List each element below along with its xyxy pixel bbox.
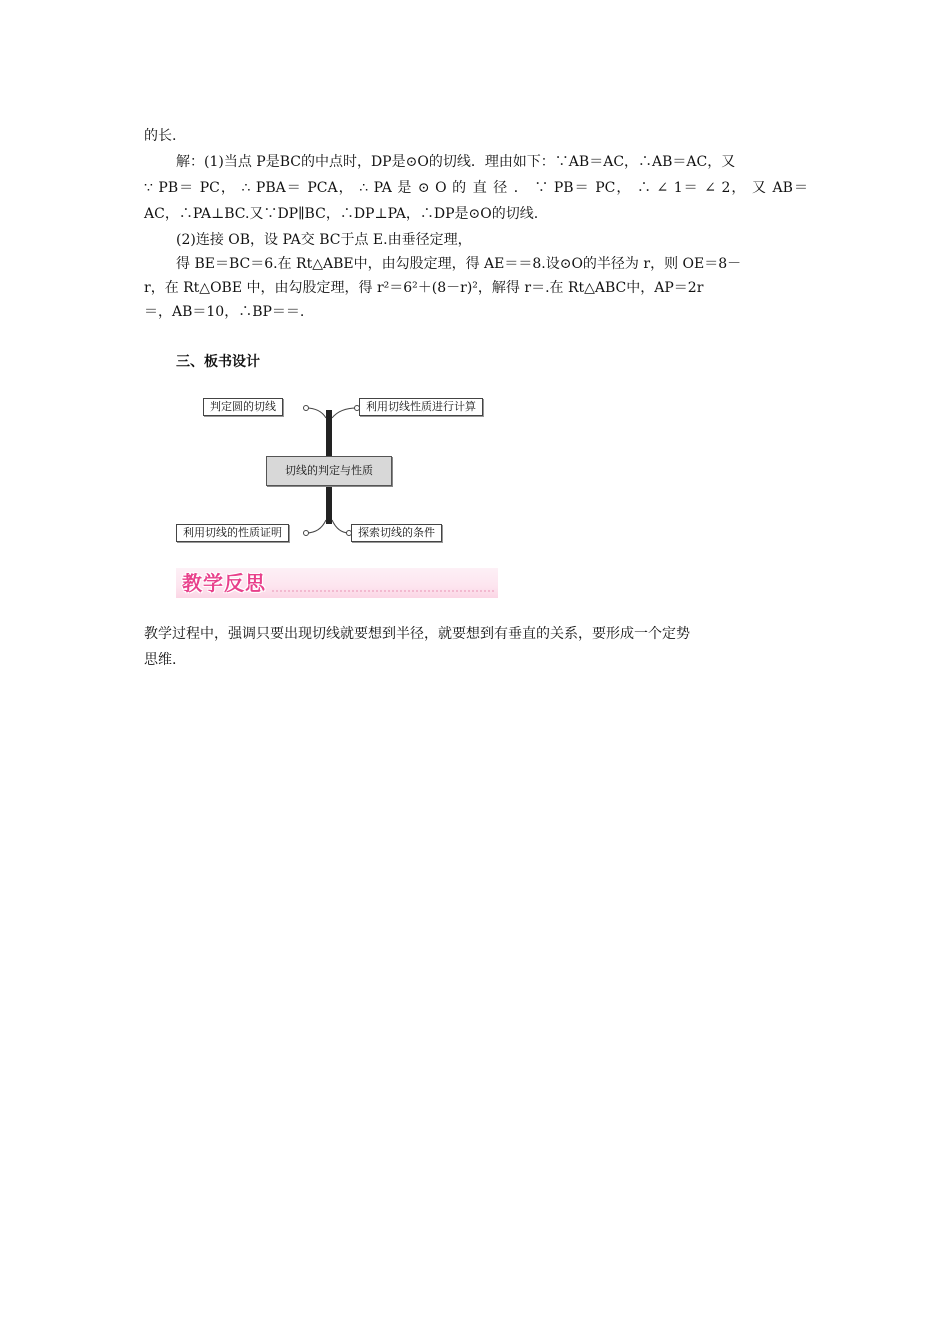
mindmap-node-top-right: 利用切线性质进行计算 bbox=[359, 398, 483, 416]
mindmap-node-bottom-left: 利用切线的性质证明 bbox=[176, 524, 289, 542]
solution-line-4: (2)连接 OB，设 PA交 BC于点 E.由垂径定理， bbox=[176, 232, 472, 248]
reflection-line-2: 思维. bbox=[144, 652, 177, 668]
reflection-banner bbox=[176, 568, 498, 598]
mindmap-center-node: 切线的判定与性质 bbox=[266, 456, 392, 486]
solution-line-6: r，在 Rt△OBE 中，由勾股定理，得 r²＝6²＋(8－r)²，解得 r＝.在 Rt△ABC中，AP＝2r bbox=[144, 280, 704, 296]
solution-line-2: ∵ PB＝ PC， ∴ PBA＝ PCA， ∴ PA 是 ⊙ O 的 直 径 ． ∵ PB＝ PC， ∴ ∠ 1＝ ∠ 2， 又 AB＝ bbox=[144, 180, 808, 196]
text-line-0: 的长. bbox=[144, 128, 177, 144]
solution-line-3: AC，∴PA⊥BC.又∵DP∥BC，∴DP⊥PA，∴DP是⊙O的切线. bbox=[144, 206, 539, 222]
reflection-title: 教学反思 bbox=[182, 571, 266, 595]
solution-line-1: 解：(1)当点 P是BC的中点时，DP是⊙O的切线．理由如下：∵AB＝AC，∴AB＝AC，又 bbox=[176, 154, 736, 170]
section-heading: 三、板书设计 bbox=[176, 354, 260, 370]
mindmap-node-bottom-right: 探索切线的条件 bbox=[351, 524, 442, 542]
reflection-line-1: 教学过程中，强调只要出现切线就要想到半径，就要想到有垂直的关系，要形成一个定势 bbox=[144, 626, 690, 642]
banner-dotted-divider bbox=[272, 590, 494, 594]
solution-line-5: 得 BE＝BC＝6.在 Rt△ABE中，由勾股定理，得 AE＝＝8.设⊙O的半径为 r，则 OE＝8－ bbox=[176, 256, 742, 272]
solution-line-7: ＝，AB＝10，∴BP＝＝. bbox=[144, 304, 305, 320]
mindmap-node-top-left: 判定圆的切线 bbox=[203, 398, 283, 416]
